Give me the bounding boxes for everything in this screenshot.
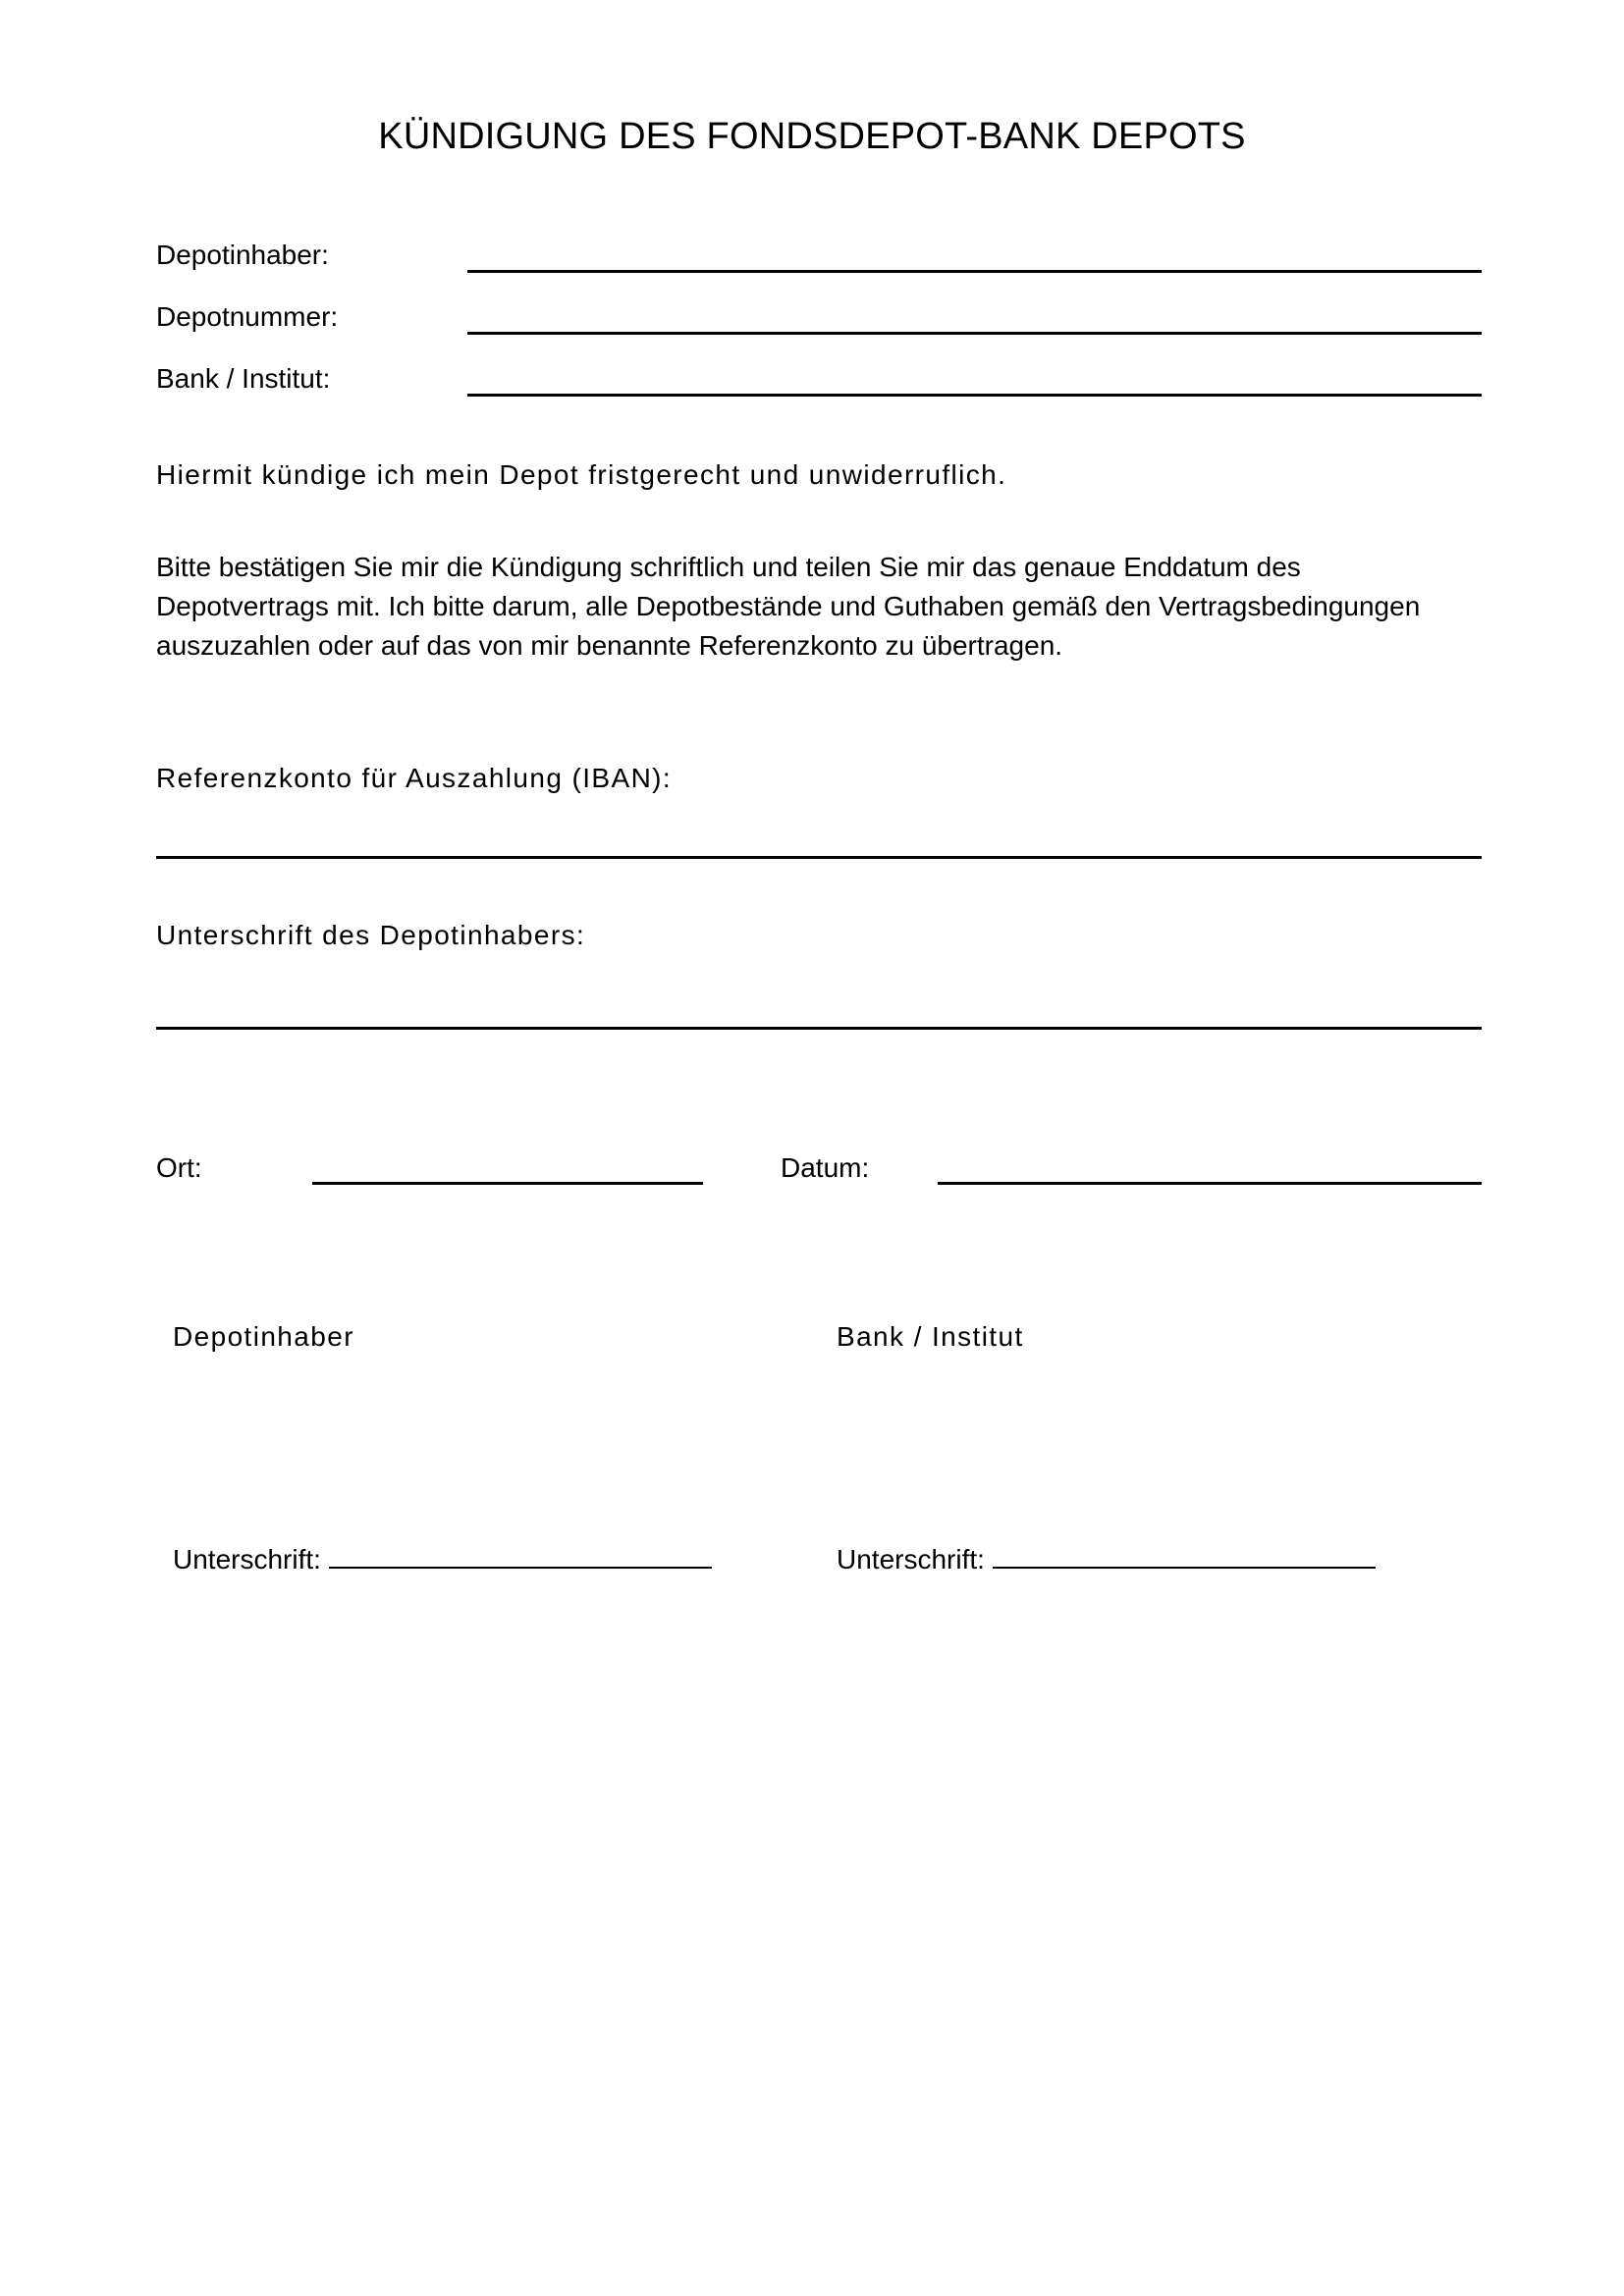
holder-signature-line[interactable] <box>156 1027 1482 1030</box>
field-line-depotnummer[interactable] <box>467 332 1482 335</box>
bottom-right-heading: Bank / Institut <box>837 1321 1024 1352</box>
body-line: Depotvertrags mit. Ich bitte darum, alle Depotbestände und Guthaben gemäß den Vertragsbedingungen <box>156 591 1421 621</box>
date-label: Datum: <box>781 1152 870 1183</box>
body-line: Bitte bestätigen Sie mir die Kündigung schriftlich und teilen Sie mir das genaue Enddatum des <box>156 552 1301 582</box>
field-label-depotnummer: Depotnummer: <box>156 301 339 332</box>
field-line-bank-institut[interactable] <box>467 394 1482 397</box>
holder-signature-label: Unterschrift des Depotinhabers: <box>156 920 586 950</box>
bottom-left-signature <box>173 1544 712 1575</box>
field-label-depotinhaber: Depotinhaber: <box>156 240 329 270</box>
bottom-left-signature-label: Unterschrift: <box>173 1544 321 1575</box>
body-line: auszuzahlen oder auf das von mir benannte Referenzkonto zu übertragen. <box>156 630 1063 661</box>
cancellation-statement: Hiermit kündige ich mein Depot fristgerecht und unwiderruflich. <box>156 459 1007 490</box>
iban-label: Referenzkonto für Auszahlung (IBAN): <box>156 763 673 793</box>
field-label-bank-institut: Bank / Institut: <box>156 363 331 394</box>
place-line[interactable] <box>312 1182 703 1185</box>
place-label: Ort: <box>156 1152 202 1183</box>
iban-line[interactable] <box>156 856 1482 859</box>
bottom-right-signature-label: Unterschrift: <box>837 1544 985 1575</box>
bottom-left-heading: Depotinhaber <box>173 1321 354 1352</box>
bottom-left-signature-line[interactable] <box>329 1545 712 1569</box>
document-title: KÜNDIGUNG DES FONDSDEPOT-BANK DEPOTS <box>378 116 1246 157</box>
bottom-right-signature <box>837 1544 1376 1575</box>
bottom-right-signature-line[interactable] <box>993 1545 1376 1569</box>
field-line-depotinhaber[interactable] <box>467 270 1482 273</box>
date-line[interactable] <box>938 1182 1482 1185</box>
body-paragraph <box>156 548 1491 666</box>
